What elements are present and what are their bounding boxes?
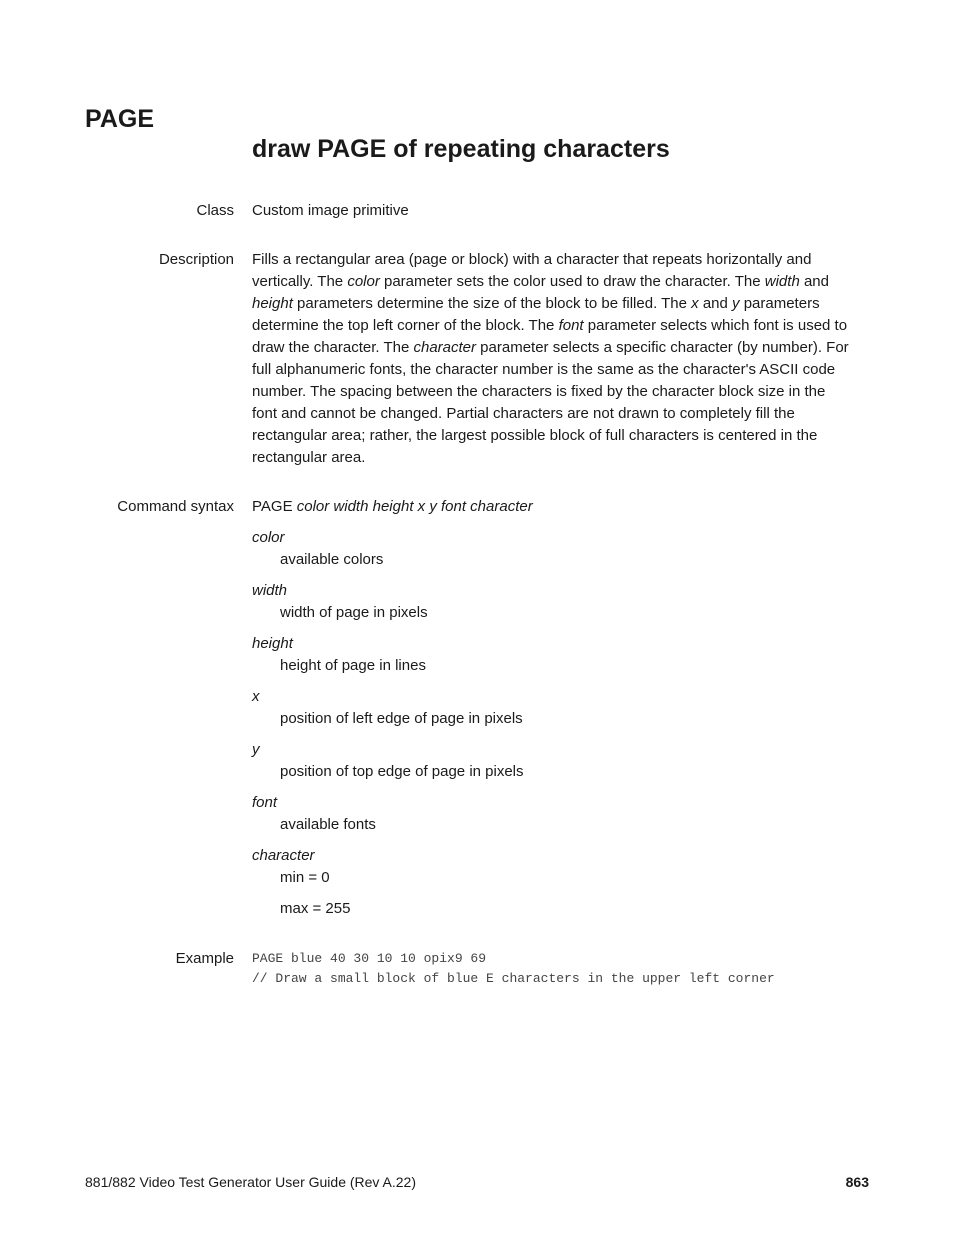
- description-emphasis: font: [558, 317, 584, 334]
- param-item: [252, 686, 872, 730]
- description-line: [252, 403, 872, 425]
- class-value: Custom image primitive: [252, 202, 409, 219]
- param-description: available fonts: [280, 816, 376, 833]
- description-line: [252, 249, 872, 271]
- description-run: vertically. The: [252, 273, 348, 290]
- example-code: [252, 949, 872, 989]
- description-emphasis: width: [764, 273, 800, 290]
- param-name: character: [252, 847, 315, 864]
- code-line: // Draw a small block of blue E characters in the upper left corner: [252, 971, 775, 986]
- page-heading: PAGE: [85, 105, 154, 133]
- param-description: available colors: [280, 551, 384, 568]
- param-name: font: [252, 794, 278, 811]
- param-item: [252, 845, 872, 920]
- param-description: width of page in pixels: [280, 604, 428, 621]
- syntax-command: PAGE: [252, 498, 293, 515]
- description-line: [252, 359, 872, 381]
- param-item: [252, 792, 872, 836]
- description-run: determine the top left corner of the block. The: [252, 317, 559, 334]
- page-subtitle: draw PAGE of repeating characters: [252, 135, 670, 163]
- param-description: max = 255: [280, 900, 351, 917]
- param-description: min = 0: [280, 869, 330, 886]
- class-label: Class: [196, 202, 234, 219]
- description-emphasis: y: [732, 295, 740, 312]
- param-name: x: [252, 688, 260, 705]
- description-emphasis: character: [413, 339, 477, 356]
- description-run: Fills a rectangular area (page or block) with a character that repeats horizontally and: [252, 251, 812, 268]
- description-line: [252, 447, 872, 469]
- description-run: and: [799, 273, 829, 290]
- description-line: [252, 425, 872, 447]
- param-description: height of page in lines: [280, 657, 426, 674]
- description-run: parameter selects which font is used to: [583, 317, 848, 334]
- footer-doc-title: 881/882 Video Test Generator User Guide (Rev A.22): [85, 1174, 417, 1190]
- param-item: [252, 633, 872, 677]
- description-line: [252, 337, 872, 359]
- syntax-line: [252, 496, 872, 518]
- param-item: [252, 580, 872, 624]
- param-name: width: [252, 582, 288, 599]
- footer-page-number: 863: [845, 1174, 869, 1190]
- param-name: y: [252, 741, 260, 758]
- description-emphasis: x: [691, 295, 699, 312]
- description-run: font and cannot be changed. Partial characters are not drawn to completely fill the: [252, 405, 795, 422]
- description-text: [252, 249, 872, 469]
- param-description: position of top edge of page in pixels: [280, 763, 524, 780]
- description-line: [252, 293, 872, 315]
- description-line: [252, 315, 872, 337]
- description-run: rectangular area.: [252, 449, 366, 466]
- description-run: number. The spacing between the characters is fixed by the character block size in the: [252, 383, 826, 400]
- syntax-label: Command syntax: [117, 498, 234, 515]
- param-list: [252, 527, 872, 920]
- code-line: PAGE blue 40 30 10 10 opix9 69: [252, 951, 487, 966]
- description-line: [252, 381, 872, 403]
- description-line: [252, 271, 872, 293]
- param-item: [252, 527, 872, 571]
- description-emphasis: height: [252, 295, 293, 312]
- description-run: parameters: [739, 295, 820, 312]
- param-description: position of left edge of page in pixels: [280, 710, 523, 727]
- description-run: full alphanumeric fonts, the character number is the same as the character's ASCII code: [252, 361, 836, 378]
- description-run: and: [698, 295, 733, 312]
- description-run: parameter sets the color used to draw the character. The: [379, 273, 765, 290]
- param-name: color: [252, 529, 285, 546]
- syntax-args: color width height x y font character: [296, 498, 533, 515]
- description-run: draw the character. The: [252, 339, 414, 356]
- description-emphasis: color: [347, 273, 380, 290]
- description-run: rectangular area; rather, the largest possible block of full characters is centered in the: [252, 427, 818, 444]
- param-item: [252, 739, 872, 783]
- description-run: parameter selects a specific character (by number). For: [476, 339, 849, 356]
- description-label: Description: [158, 251, 234, 268]
- description-run: parameters determine the size of the block to be filled. The: [292, 295, 692, 312]
- param-name: height: [252, 635, 293, 652]
- syntax-body: [252, 496, 872, 920]
- example-label: Example: [175, 950, 234, 967]
